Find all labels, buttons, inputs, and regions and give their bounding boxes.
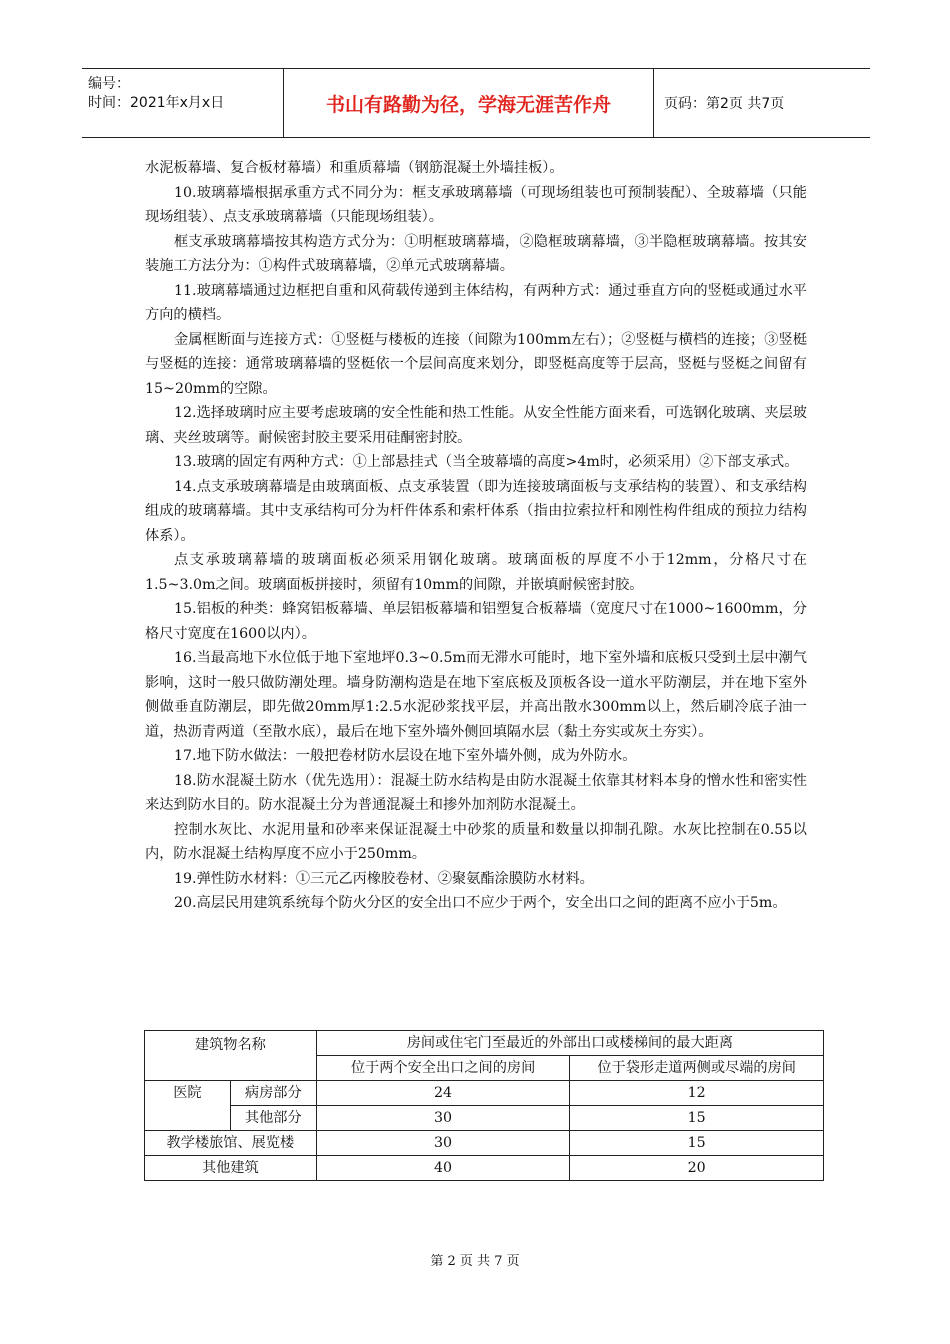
header-motto: 书山有路勤为径，学海无涯苦作舟: [284, 69, 654, 137]
table-header-dead-end: 位于袋形走道两侧或尽端的房间: [570, 1056, 824, 1081]
table-row: [145, 1081, 824, 1106]
paragraph: 水泥板幕墙、复合板材幕墙）和重质幕墙（钢筋混凝土外墙挂板）。: [145, 160, 564, 176]
paragraph: 11.玻璃幕墙通过边框把自重和风荷载传递到主体结构，有两种方式：通过垂直方向的竖梃或通过水平方向的横档。: [145, 282, 807, 323]
fire-exit-distance-table: [144, 1030, 824, 1181]
paragraph: 框支承玻璃幕墙按其构造方式分为：①明框玻璃幕墙，②隐框玻璃幕墙，③半隐框玻璃幕墙。按其安装施工方法分为：①构件式玻璃幕墙，②单元式玻璃幕墙。: [145, 233, 807, 274]
paragraph: 17.地下防水做法：一般把卷材防水层设在地下室外墙外侧，成为外防水。: [174, 748, 637, 764]
paragraph: 13.玻璃的固定有两种方式：①上部悬挂式（当全玻幕墙的高度>4m时，必须采用）②下部支承式。: [174, 454, 799, 470]
paragraph: 点支承玻璃幕墙的玻璃面板必须采用钢化玻璃。玻璃面板的厚度不小于12mm，分格尺寸在1.5~3.0m之间。玻璃面板拼接时，须留有10mm的间隙，并嵌填耐候密封胶。: [145, 552, 807, 593]
paragraph: 控制水灰比、水泥用量和砂率来保证混凝土中砂浆的质量和数量以抑制孔隙。水灰比控制在0.55以内，防水混凝土结构厚度不应小于250mm。: [145, 821, 807, 862]
table-header-between: 位于两个安全出口之间的房间: [316, 1056, 570, 1081]
table-row: [145, 1156, 824, 1181]
table-cell-name: 教学楼旅馆、展览楼: [145, 1131, 317, 1156]
paragraph: 16.当最高地下水位低于地下室地坪0.3~0.5m而无滞水可能时，地下室外墙和底板只受到土层中潮气影响，这时一般只做防潮处理。墙身防潮构造是在地下室底板及顶板各设一道水平防潮层，并在地下室外侧做垂直防潮层，即先做20mm厚1:2.5水泥砂浆找平层，并高出散水300mm以上，然后刷冷底子油一道，热沥青两道（至散水底），最后在地下室外墙外侧回填隔水层（黏土夯实或灰土夯实）。: [145, 650, 807, 740]
number-label: 编号：: [88, 76, 130, 92]
page-header: [82, 68, 870, 138]
table-cell-dead-end: 15: [570, 1106, 824, 1131]
paragraph: 18.防水混凝土防水（优先选用）：混凝土防水结构是由防水混凝土依靠其材料本身的憎水性和密实性来达到防水目的。防水混凝土分为普通混凝土和掺外加剂防水混凝土。: [145, 772, 807, 813]
paragraph: 10.玻璃幕墙根据承重方式不同分为：框支承玻璃幕墙（可现场组装也可预制装配）、全玻幕墙（只能现场组装）、点支承玻璃幕墙（只能现场组装）。: [145, 184, 807, 225]
table-header-building: 建筑物名称: [145, 1031, 317, 1081]
document-body: [145, 156, 807, 916]
paragraph: 15.铝板的种类：蜂窝铝板幕墙、单层铝板幕墙和铝塑复合板幕墙（宽度尺寸在1000~1600mm，分格尺寸宽度在1600以内）。: [145, 601, 807, 642]
table-row: [145, 1106, 824, 1131]
paragraph: 19.弹性防水材料：①三元乙丙橡胶卷材、②聚氨酯涂膜防水材料。: [174, 870, 594, 887]
paragraph: 金属框断面与连接方式：①竖梃与楼板的连接（间隙为100mm左右）；②竖梃与横档的连接；③竖梃与竖梃的连接：通常玻璃幕墙的竖梃依一个层间高度来划分，即竖梃高度等于层高，竖梃与竖梃之间留有15~20mm的空隙。: [145, 331, 807, 397]
table-header-max-distance: 房间或住宅门至最近的外部出口或楼梯间的最大距离: [316, 1031, 823, 1056]
paragraph: 12.选择玻璃时应主要考虑玻璃的安全性能和热工性能。从安全性能方面来看，可选钢化玻璃、夹层玻璃、夹丝玻璃等。耐候密封胶主要采用硅酮密封胶。: [145, 405, 807, 446]
table-row: [145, 1131, 824, 1156]
time-label: 时间：2021年x月x日: [88, 95, 225, 111]
table-cell-between: 30: [316, 1106, 570, 1131]
paragraph: 14.点支承玻璃幕墙是由玻璃面板、点支承装置（即为连接玻璃面板与支承结构的装置）、和支承结构组成的玻璃幕墙。其中支承结构可分为杆件体系和索杆体系（指由拉索拉杆和刚性构件组成的预拉力结构体系）。: [145, 478, 807, 544]
table-cell-name: 其他建筑: [145, 1156, 317, 1181]
table-cell-between: 30: [316, 1131, 570, 1156]
table-cell-between: 40: [316, 1156, 570, 1181]
table-cell-dead-end: 12: [570, 1081, 824, 1106]
table-header-row: [145, 1031, 824, 1056]
table-cell-name: 病房部分: [230, 1081, 316, 1106]
paragraph: 20.高层民用建筑系统每个防火分区的安全出口不应少于两个，安全出口之间的距离不应小于5m。: [174, 895, 787, 911]
table-cell-dead-end: 15: [570, 1131, 824, 1156]
page-footer: 第 2 页 共 7 页: [430, 1254, 520, 1269]
table-cell-between: 24: [316, 1081, 570, 1106]
header-meta: [82, 69, 284, 137]
table-cell-dead-end: 20: [570, 1156, 824, 1181]
table-cell-hospital: 医院: [145, 1081, 231, 1131]
header-page-label: 页码：第2页 共7页: [664, 96, 785, 112]
table-cell-name: 其他部分: [230, 1106, 316, 1131]
